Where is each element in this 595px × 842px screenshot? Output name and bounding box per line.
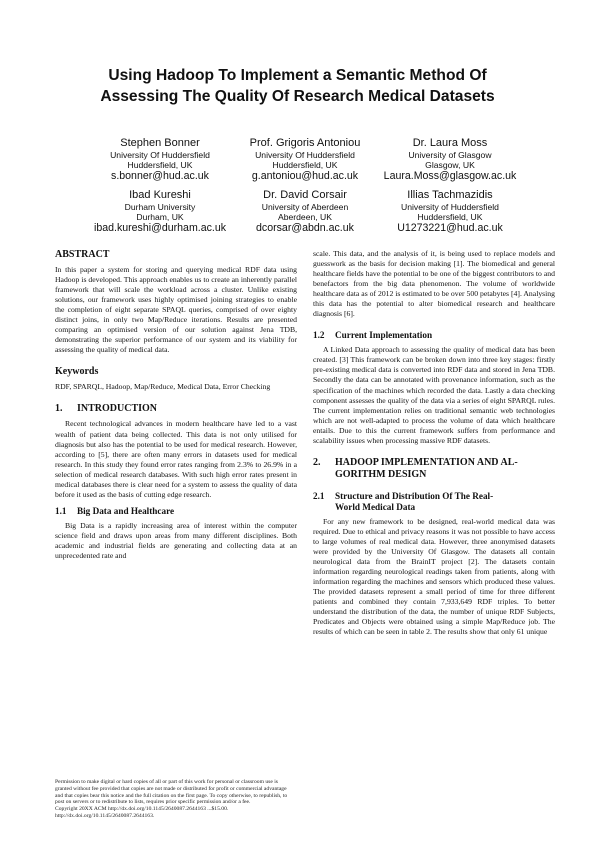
- author-name: Prof. Grigoris Antoniou: [249, 137, 361, 149]
- section-number: 2.: [313, 456, 321, 468]
- doi-link[interactable]: http://dx.doi.org/10.1145/2640087.2644163.: [55, 812, 155, 819]
- big-data-text-continued: scale. This data, and the analysis of it, is being used to replace models and guesswork as the basis for decision making [1]. The biomedical and general healthcare fields have the potential to be one of the biggest contributors to and benefactors from the big data phenomenon. The volume of worldwide healthcare data as of 2012 is estimated to be over 500 petabytes [4]. Analysing this data has the potential to alter biomedical research and healthcare diagnosis [6].: [313, 249, 555, 319]
- left-column: [55, 249, 297, 561]
- author-name: Stephen Bonner: [120, 137, 200, 149]
- copyright-footnote: [55, 779, 295, 820]
- author-name: Ibad Kureshi: [129, 189, 191, 201]
- keywords-text: RDF, SPARQL, Hadoop, Map/Reduce, Medical Data, Error Checking: [55, 382, 271, 392]
- author-email: Laura.Moss@glasgow.ac.uk: [383, 170, 517, 182]
- author-email: g.antoniou@hud.ac.uk: [251, 170, 359, 182]
- section-title-line-2: World Medical Data: [335, 501, 416, 512]
- author-affiliation: University of Glasgow: [408, 150, 492, 160]
- author-affiliation: University of Huddersfield: [401, 202, 499, 212]
- paper-title: [40, 65, 555, 107]
- author-affiliation: University Of Huddersfield: [110, 150, 210, 160]
- section-number: 1.2: [313, 330, 325, 341]
- introduction-text: Recent technological advances in modern healthcare have led to a vast wealth of patient data being collected. This data is not only utilised for diagnosis but also has the potential to be used for medical research. However, according to [5], there are often many errors in datasets used for medical research. In this study they found error rates ranging from 2.3% to 26.9% in a selection of medical research databases. With such high error rates present in medical databases there is clear need for a system to assess the quality of data before it used as the basis of cutting edge research.: [55, 419, 297, 499]
- author-affiliation: University of Aberdeen: [261, 202, 349, 212]
- author-location: Huddersfield, UK: [272, 160, 338, 170]
- abstract-text: In this paper a system for storing and querying medical RDF data using Hadoop is developed. This approach enables us to create an inherently parallel framework that will scale the workload across a cluster. Unlike existing solutions, our framework uses highly optimised joining strategies to enable the completion of eight separate SPAQL queries, comprised of over eighty distinct joins, in only two Map/Reduce iterations. Results are presented comparing an optimised version of our solution against Jena TDB, demonstrating the superior performance of our system and its viability for assessing the quality of medical data.: [55, 265, 297, 355]
- author-email: ibad.kureshi@durham.ac.uk: [93, 222, 227, 234]
- title-line-2: Assessing The Quality Of Research Medical Datasets: [100, 88, 495, 105]
- author-email: U1273221@hud.ac.uk: [397, 222, 503, 234]
- structure-text: For any new framework to be designed, real-world medical data was required. Due to ethical and privacy reasons it was not possible to have access to large volumes of real medical data. However, three anonymised datasets were provided by the University Of Glasgow. The datasets all contain neurological data from the BrainIT project [2]. The datasets contain information regarding neurological readings taken from patients, along with information regarding the machines and sensors which produced these values. The provided datasets represent a small period of time for three different patients and combined they contain 7,933,649 RDF triples. To better understand the distribution of the data, the number of unique RDF Subjects, Predicates and Objects were obtained using a simple Map/Reduce job. The results of which can be seen in table 2. The results show that only 61 unique: [313, 516, 555, 637]
- section-title: Current Implementation: [335, 330, 433, 341]
- author-block: [90, 137, 520, 235]
- right-column: [313, 249, 555, 637]
- section-title-line-1: Structure and Distribution Of The Real-: [335, 490, 494, 501]
- author-6: [380, 189, 520, 235]
- section-heading-hadoop: [313, 457, 555, 481]
- title-line-1: Using Hadoop To Implement a Semantic Method Of: [108, 67, 487, 84]
- author-email: s.bonner@hud.ac.uk: [111, 170, 209, 182]
- author-4: [90, 189, 230, 235]
- author-5: [230, 189, 380, 235]
- author-2: [230, 137, 380, 183]
- author-affiliation: Durham University: [124, 202, 196, 212]
- author-name: Dr. Laura Moss: [412, 137, 488, 149]
- subsection-heading-big-data: [55, 506, 297, 517]
- big-data-text: Big Data is a rapidly increasing area of interest within the computer science field and draws upon areas from many different disciplines. Both academic and industrial fields are generating and collecting data at an unprecedented rate and: [55, 520, 297, 560]
- section-title: INTRODUCTION: [77, 403, 158, 415]
- author-location: Huddersfield, UK: [417, 212, 483, 222]
- subsection-heading-current-implementation: [313, 330, 555, 341]
- author-location: Aberdeen, UK: [278, 212, 332, 222]
- author-location: Huddersfield, UK: [127, 160, 193, 170]
- author-location: Glasgow, UK: [425, 160, 475, 170]
- section-heading-introduction: [55, 403, 297, 415]
- section-number: 1.1: [55, 505, 67, 516]
- author-1: [90, 137, 230, 183]
- section-number: 2.1: [313, 490, 325, 501]
- author-name: Illias Tachmazidis: [407, 189, 493, 201]
- permission-notice: Permission to make digital or hard copies of all or part of this work for personal or classroom use is granted without fee provided that copies are not made or distributed for profit or commercial advantage and that copies bear this notice and the full citation on the first page. To copy otherwise, to republish, to post on servers or to redistribute to lists, requires prior specific permission and/or a fee.: [55, 779, 288, 806]
- author-name: Dr. David Corsair: [263, 189, 347, 201]
- abstract-heading: ABSTRACT: [55, 249, 110, 260]
- current-implementation-text: A Linked Data approach to assessing the quality of medical data has been created. [3] This framework can be broken down into three key stages: firstly pre-existing medical data is converted into RDF data and stored in Jena TDB. Secondly the data can be annotated with provenance information, such as the specification of the machines which recorded the data. Lastly a data checking component assesses the quality of the data via a series of eight SPARQL rules. The current implementation relies on traditional semantic web technologies which are not well-adapted to process the volume of data which healthcare entails. Due to this the current framework suffers from performance and scalability issues when processing massive RDF datasets.: [313, 345, 555, 445]
- author-affiliation: University Of Huddersfield: [255, 150, 355, 160]
- subsection-heading-structure: [313, 491, 555, 513]
- author-location: Durham, UK: [136, 212, 184, 222]
- keywords-heading: Keywords: [55, 366, 99, 378]
- section-number: 1.: [55, 403, 63, 415]
- section-title: Big Data and Healthcare: [77, 505, 175, 516]
- section-title-line-2: GORITHM DESIGN: [335, 468, 427, 480]
- author-email: dcorsar@abdn.ac.uk: [256, 222, 354, 234]
- section-title-line-1: HADOOP IMPLEMENTATION AND AL-: [335, 456, 518, 468]
- author-3: [380, 137, 520, 183]
- copyright-line: Copyright 20XX ACM http://dx.doi.org/10.1145/2640087.2644163 ...$15.00.: [55, 806, 229, 813]
